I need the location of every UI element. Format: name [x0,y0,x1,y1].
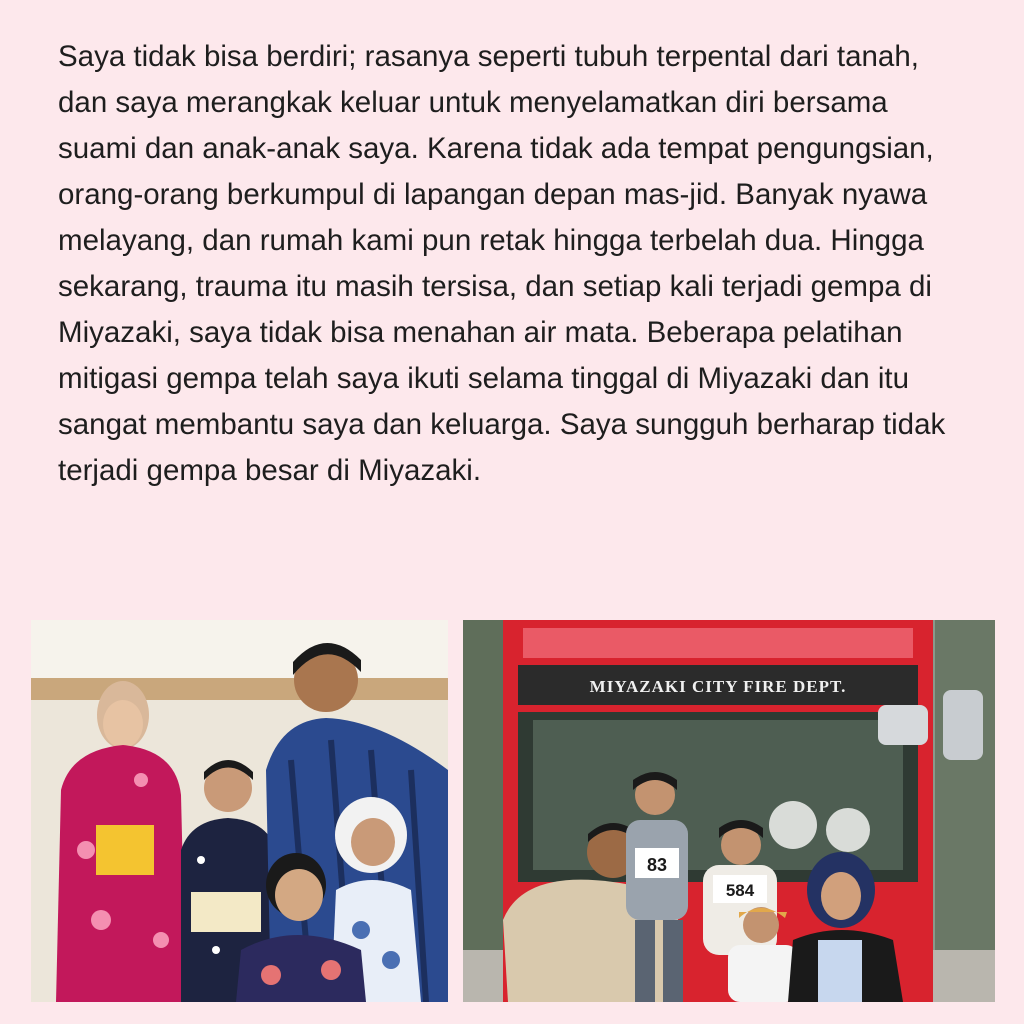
race-bib-number: 584 [725,881,755,900]
race-bib-number: 83 [646,855,668,875]
story-text: Saya tidak bisa berdiri; rasanya seperti tubuh terpental dari tanah, dan saya merangkak keluar untuk menyelamatkan diri bersama suami dan anak-anak saya. Karena tidak ada tempat pengungsian, orang-orang berkumpul di lapangan depan mas-jid. Banyak nyawa melayang, dan rumah kami pun retak hingga terbelah dua. Hingga sekarang, trauma itu masih tersisa, dan setiap kali terjadi gempa di Miyazaki, saya tidak bisa menahan air mata. Beberapa pelatihan mitigasi gempa telah saya ikuti selama tinggal di Miyazaki dan itu sangat membantu saya dan keluarga. Saya sungguh berharap tidak terjadi gempa besar di Miyazaki. [58,40,946,487]
fire-truck-family-photo [463,620,995,1002]
family-yukata-photo [31,620,448,1002]
truck-sign: MIYAZAKI CITY FIRE DEPT. [589,677,847,696]
